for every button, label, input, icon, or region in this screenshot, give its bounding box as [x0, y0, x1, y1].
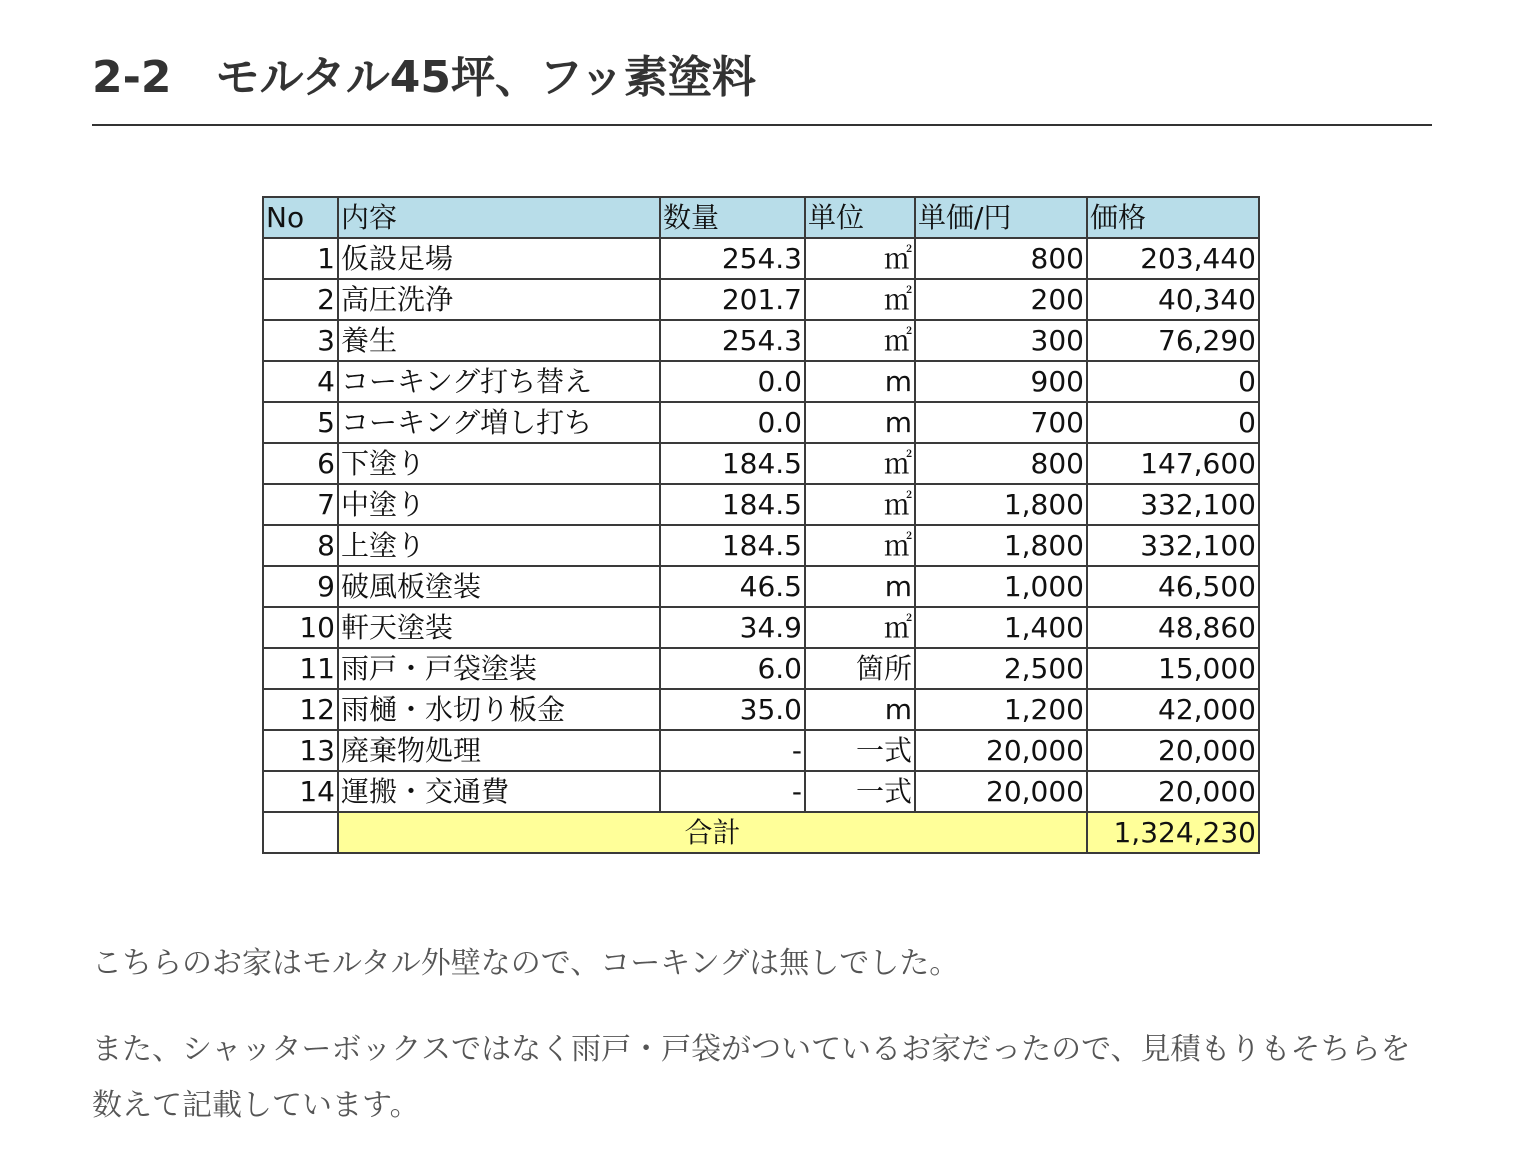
cell-item: コーキング打ち替え — [338, 361, 660, 402]
cell-item: 運搬・交通費 — [338, 771, 660, 812]
table-row — [263, 730, 1259, 771]
table-row — [263, 689, 1259, 730]
header-unit-price: 単価/円 — [915, 197, 1087, 238]
cell-no: 1 — [263, 238, 338, 279]
section-heading — [92, 44, 1432, 126]
cell-qty: 34.9 — [660, 607, 805, 648]
cell-item: 軒天塗装 — [338, 607, 660, 648]
paragraph-shutter-note: また、シャッターボックスではなく雨戸・戸袋がついているお家だったので、見積もりもそちらを数えて記載しています。 — [92, 1032, 1411, 1123]
cell-amount: 76,290 — [1087, 320, 1259, 361]
cell-item: 仮設足場 — [338, 238, 660, 279]
cell-amount: 0 — [1087, 361, 1259, 402]
cell-qty: 0.0 — [660, 402, 805, 443]
cell-amount: 20,000 — [1087, 730, 1259, 771]
cell-amount: 40,340 — [1087, 279, 1259, 320]
cell-unit: ㎡ — [805, 607, 915, 648]
cell-no: 11 — [263, 648, 338, 689]
cell-unit-price: 200 — [915, 279, 1087, 320]
table-row — [263, 279, 1259, 320]
total-value: 1,324,230 — [1087, 812, 1259, 853]
cell-item: 中塗り — [338, 484, 660, 525]
cell-no: 12 — [263, 689, 338, 730]
cell-qty: 201.7 — [660, 279, 805, 320]
cell-unit-price: 20,000 — [915, 730, 1087, 771]
cell-amount: 20,000 — [1087, 771, 1259, 812]
cell-unit-price: 1,400 — [915, 607, 1087, 648]
table-row — [263, 648, 1259, 689]
cell-item: 廃棄物処理 — [338, 730, 660, 771]
cell-unit: ㎡ — [805, 484, 915, 525]
section-title: 2-2 モルタル45坪、フッ素塗料 — [92, 52, 756, 103]
cell-unit-price: 20,000 — [915, 771, 1087, 812]
cell-no: 2 — [263, 279, 338, 320]
header-unit: 単位 — [805, 197, 915, 238]
total-label: 合計 — [338, 812, 1087, 853]
cell-qty: 0.0 — [660, 361, 805, 402]
cell-no: 9 — [263, 566, 338, 607]
cell-unit: ㎡ — [805, 238, 915, 279]
cell-unit: ㎡ — [805, 525, 915, 566]
cell-amount: 0 — [1087, 402, 1259, 443]
cell-unit: 箇所 — [805, 648, 915, 689]
paragraph-mortar-note: こちらのお家はモルタル外壁なので、コーキングは無しでした。 — [92, 946, 960, 981]
header-amount: 価格 — [1087, 197, 1259, 238]
cell-qty: 254.3 — [660, 320, 805, 361]
cell-no: 7 — [263, 484, 338, 525]
cell-qty: 184.5 — [660, 525, 805, 566]
cell-no: 13 — [263, 730, 338, 771]
cell-unit-price: 1,000 — [915, 566, 1087, 607]
header-qty: 数量 — [660, 197, 805, 238]
cell-item: 破風板塗装 — [338, 566, 660, 607]
cell-unit-price: 2,500 — [915, 648, 1087, 689]
cell-amount: 332,100 — [1087, 484, 1259, 525]
table-row — [263, 238, 1259, 279]
cell-unit: m — [805, 566, 915, 607]
header-item: 内容 — [338, 197, 660, 238]
cell-qty: - — [660, 730, 805, 771]
table-row — [263, 525, 1259, 566]
cell-qty: - — [660, 771, 805, 812]
cell-no: 8 — [263, 525, 338, 566]
cell-amount: 46,500 — [1087, 566, 1259, 607]
cell-unit-price: 700 — [915, 402, 1087, 443]
cell-amount: 48,860 — [1087, 607, 1259, 648]
cell-unit: 一式 — [805, 730, 915, 771]
cell-unit-price: 1,800 — [915, 484, 1087, 525]
cell-no: 6 — [263, 443, 338, 484]
cell-qty: 254.3 — [660, 238, 805, 279]
cell-qty: 184.5 — [660, 484, 805, 525]
header-no: No — [263, 197, 338, 238]
cell-no: 3 — [263, 320, 338, 361]
cell-item: 高圧洗浄 — [338, 279, 660, 320]
table-row — [263, 320, 1259, 361]
estimate-table — [262, 196, 1260, 854]
cell-unit: 一式 — [805, 771, 915, 812]
cell-unit-price: 800 — [915, 238, 1087, 279]
cell-unit: ㎡ — [805, 443, 915, 484]
cell-unit-price: 1,200 — [915, 689, 1087, 730]
cell-no: 14 — [263, 771, 338, 812]
table-total-row — [263, 812, 1259, 853]
cell-qty: 184.5 — [660, 443, 805, 484]
table-row — [263, 484, 1259, 525]
table-row — [263, 566, 1259, 607]
cell-amount: 332,100 — [1087, 525, 1259, 566]
cell-unit-price: 900 — [915, 361, 1087, 402]
table-row — [263, 361, 1259, 402]
cell-unit-price: 1,800 — [915, 525, 1087, 566]
table-row — [263, 771, 1259, 812]
cell-amount: 42,000 — [1087, 689, 1259, 730]
table-row — [263, 402, 1259, 443]
cell-no: 5 — [263, 402, 338, 443]
cell-unit: ㎡ — [805, 279, 915, 320]
cell-no: 4 — [263, 361, 338, 402]
cell-qty: 46.5 — [660, 566, 805, 607]
cell-no: 10 — [263, 607, 338, 648]
cell-item: 雨樋・水切り板金 — [338, 689, 660, 730]
cell-item: 上塗り — [338, 525, 660, 566]
cell-amount: 147,600 — [1087, 443, 1259, 484]
cell-unit-price: 300 — [915, 320, 1087, 361]
cell-item: 養生 — [338, 320, 660, 361]
cell-unit: m — [805, 689, 915, 730]
cell-amount: 15,000 — [1087, 648, 1259, 689]
cell-unit: m — [805, 361, 915, 402]
cell-qty: 6.0 — [660, 648, 805, 689]
cell-unit: ㎡ — [805, 320, 915, 361]
cell-amount: 203,440 — [1087, 238, 1259, 279]
table-row — [263, 443, 1259, 484]
cell-total-empty — [263, 812, 338, 853]
cell-item: コーキング増し打ち — [338, 402, 660, 443]
cell-unit-price: 800 — [915, 443, 1087, 484]
table-row — [263, 607, 1259, 648]
table-header-row — [263, 197, 1259, 238]
cell-item: 下塗り — [338, 443, 660, 484]
cell-item: 雨戸・戸袋塗装 — [338, 648, 660, 689]
cell-qty: 35.0 — [660, 689, 805, 730]
cell-unit: m — [805, 402, 915, 443]
